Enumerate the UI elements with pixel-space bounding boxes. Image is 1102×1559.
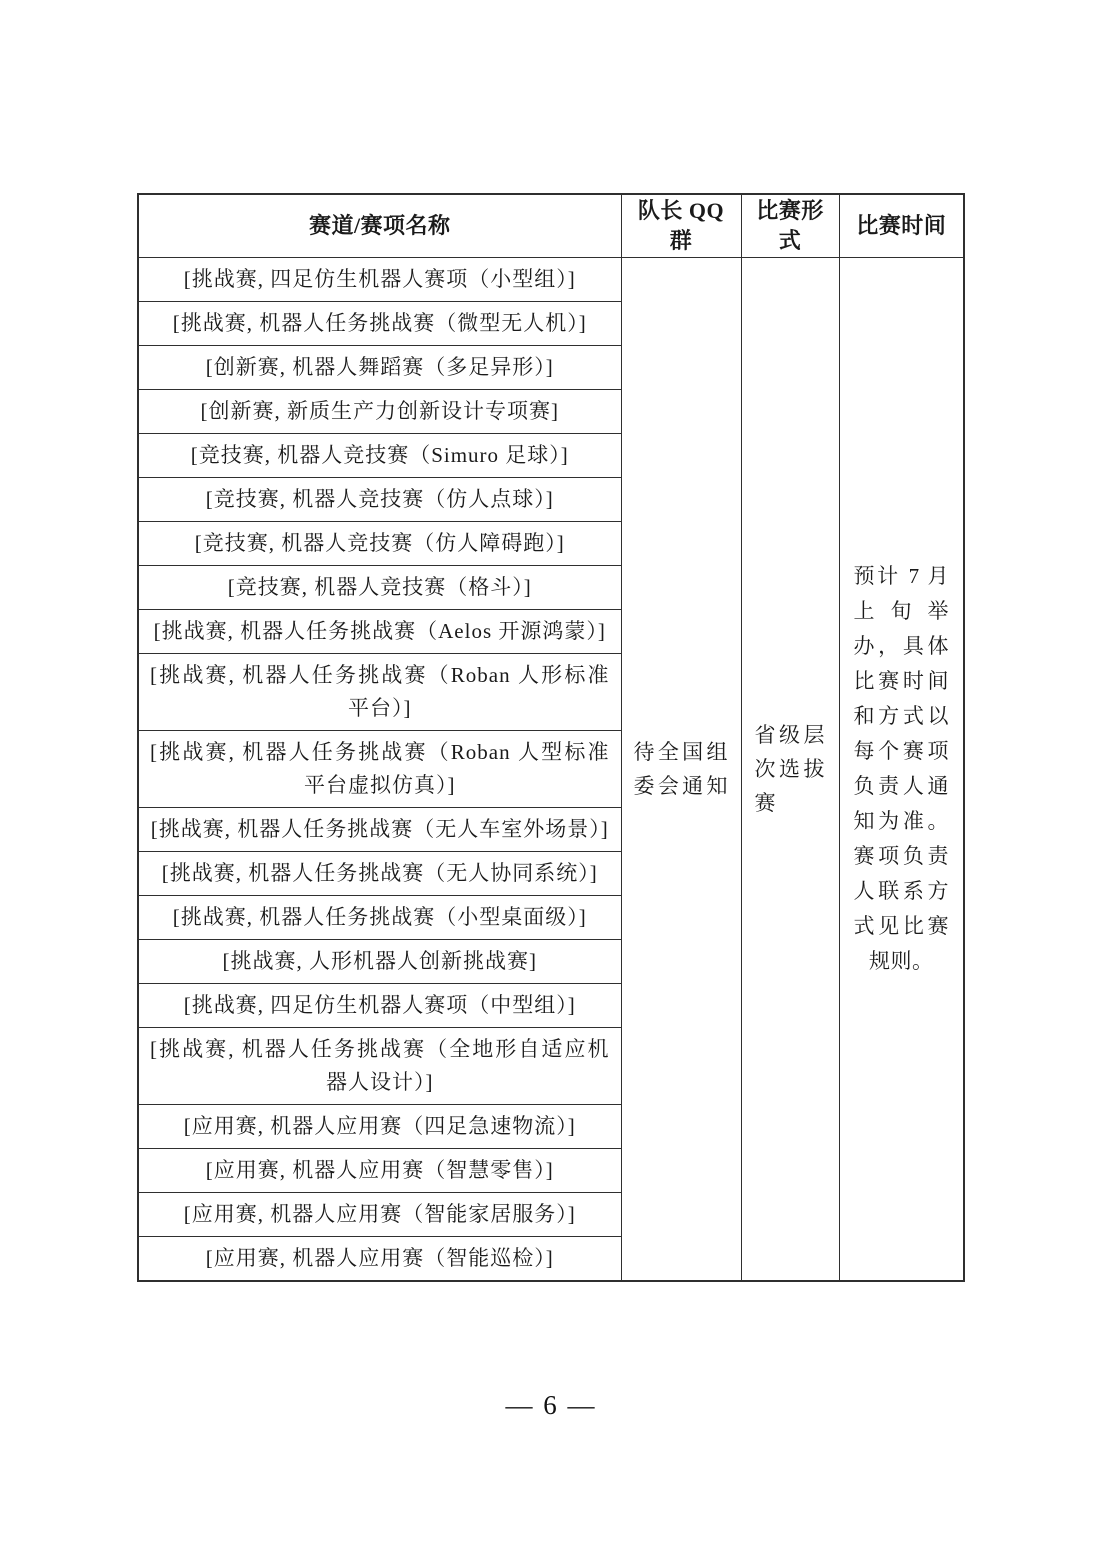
event-name-cell: [挑战赛, 机器人任务挑战赛（小型桌面级）] bbox=[138, 895, 621, 939]
event-name-cell: [挑战赛, 机器人任务挑战赛（全地形自适应机器人设计）] bbox=[138, 1027, 621, 1104]
event-name-cell: [应用赛, 机器人应用赛（智慧零售）] bbox=[138, 1148, 621, 1192]
event-name-cell: [创新赛, 新质生产力创新设计专项赛] bbox=[138, 389, 621, 433]
table-body bbox=[138, 257, 964, 1281]
event-name-cell: [挑战赛, 人形机器人创新挑战赛] bbox=[138, 939, 621, 983]
column-header-event-name: 赛道/赛项名称 bbox=[138, 194, 621, 257]
competition-time-cell: 预计 7 月上旬举办，具体比赛时间和方式以每个赛项负责人通知为准。赛项负责人联系方式见比赛规则。 bbox=[839, 257, 964, 1281]
competition-schedule-table bbox=[137, 193, 965, 1282]
page-number: — 6 — bbox=[505, 1390, 597, 1420]
event-name-cell: [挑战赛, 机器人任务挑战赛（Roban 人形标准平台）] bbox=[138, 653, 621, 730]
competition-format-cell: 省级层次选拔赛 bbox=[741, 257, 839, 1281]
event-name-cell: [竞技赛, 机器人竞技赛（格斗）] bbox=[138, 565, 621, 609]
event-name-cell: [挑战赛, 机器人任务挑战赛（无人协同系统）] bbox=[138, 851, 621, 895]
event-name-cell: [挑战赛, 机器人任务挑战赛（Aelos 开源鸿蒙）] bbox=[138, 609, 621, 653]
event-name-cell: [竞技赛, 机器人竞技赛（Simuro 足球）] bbox=[138, 433, 621, 477]
event-name-cell: [竞技赛, 机器人竞技赛（仿人点球）] bbox=[138, 477, 621, 521]
column-header-competition-time: 比赛时间 bbox=[839, 194, 964, 257]
event-name-cell: [应用赛, 机器人应用赛（智能巡检）] bbox=[138, 1236, 621, 1281]
event-name-cell: [竞技赛, 机器人竞技赛（仿人障碍跑）] bbox=[138, 521, 621, 565]
column-header-captain-qq-group: 队长 QQ 群 bbox=[621, 194, 741, 257]
event-name-cell: [挑战赛, 四足仿生机器人赛项（中型组）] bbox=[138, 983, 621, 1027]
event-name-cell: [挑战赛, 机器人任务挑战赛（微型无人机）] bbox=[138, 301, 621, 345]
table-row bbox=[138, 257, 964, 301]
event-name-cell: [应用赛, 机器人应用赛（四足急速物流）] bbox=[138, 1104, 621, 1148]
table-header-row bbox=[138, 194, 964, 257]
event-name-cell: [挑战赛, 机器人任务挑战赛（无人车室外场景）] bbox=[138, 807, 621, 851]
event-name-cell: [应用赛, 机器人应用赛（智能家居服务）] bbox=[138, 1192, 621, 1236]
column-header-competition-format: 比赛形式 bbox=[741, 194, 839, 257]
event-name-cell: [创新赛, 机器人舞蹈赛（多足异形）] bbox=[138, 345, 621, 389]
event-name-cell: [挑战赛, 机器人任务挑战赛（Roban 人型标准平台虚拟仿真）] bbox=[138, 730, 621, 807]
event-name-cell: [挑战赛, 四足仿生机器人赛项（小型组）] bbox=[138, 257, 621, 301]
captain-qq-group-cell: 待全国组委会通知 bbox=[621, 257, 741, 1281]
